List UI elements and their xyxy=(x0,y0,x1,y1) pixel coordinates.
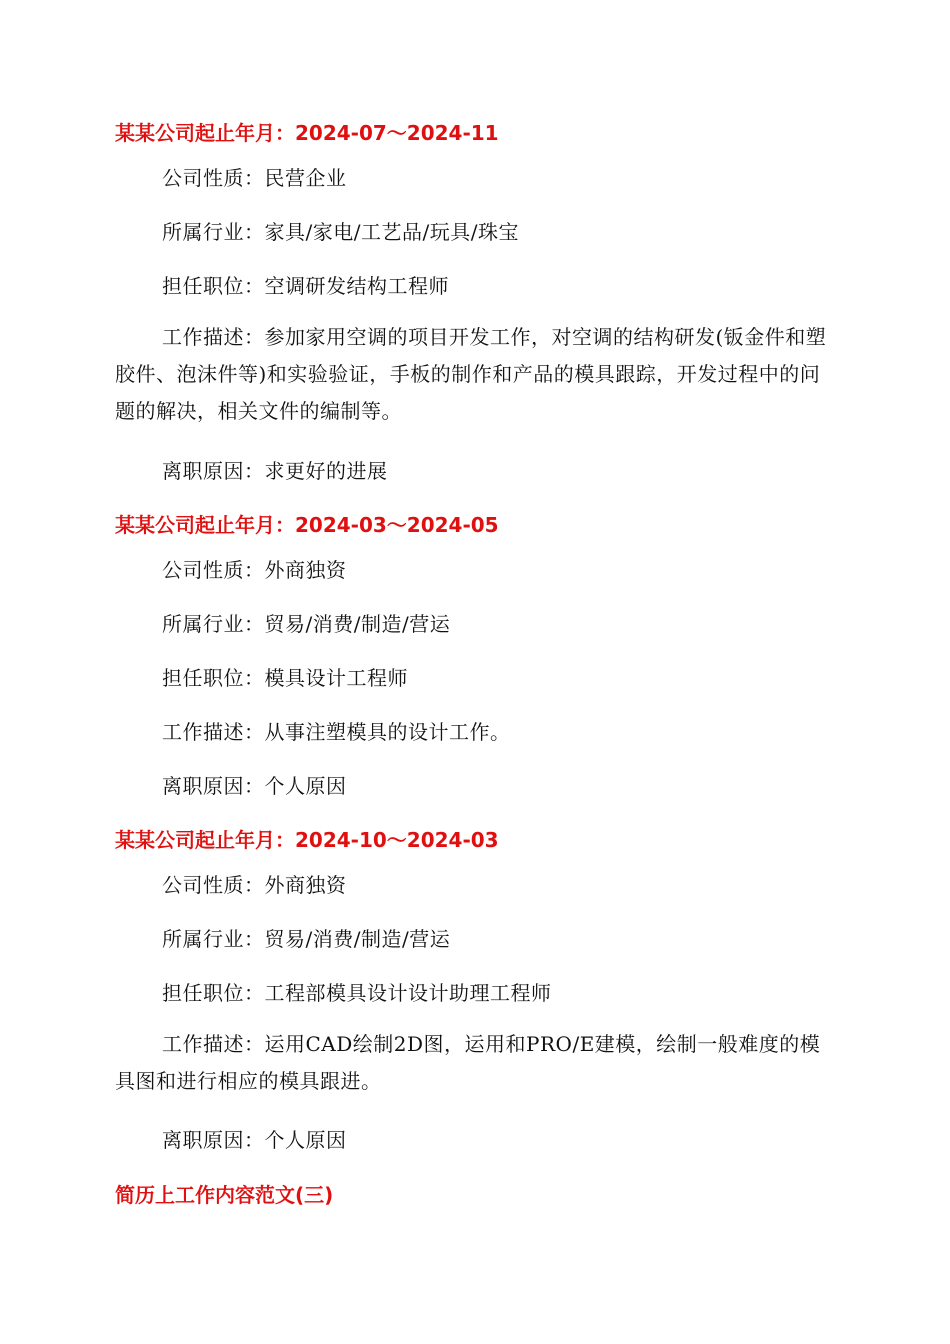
leave-reason: 离职原因：个人原因 xyxy=(162,1128,347,1152)
job-heading: 某某公司起止年月：2024-10～2024-03 xyxy=(115,828,499,852)
position: 担任职位：模具设计工程师 xyxy=(162,666,408,690)
leave-reason: 离职原因：求更好的进展 xyxy=(162,459,388,483)
job-heading: 某某公司起止年月：2024-07～2024-11 xyxy=(115,121,499,145)
industry: 所属行业：贸易/消费/制造/营运 xyxy=(162,612,451,636)
position: 担任职位：工程部模具设计设计助理工程师 xyxy=(162,981,552,1005)
job-description: 工作描述：参加家用空调的项目开发工作，对空调的结构研发(钣金件和塑胶件、泡沫件等)和实验验证，手板的制作和产品的模具跟踪，开发过程中的问题的解决，相关文件的编制等。 xyxy=(115,325,827,423)
job-heading: 某某公司起止年月：2024-03～2024-05 xyxy=(115,513,499,537)
leave-reason: 离职原因：个人原因 xyxy=(162,774,347,798)
industry: 所属行业：贸易/消费/制造/营运 xyxy=(162,927,451,951)
job-description: 工作描述：运用CAD绘制2D图，运用和PRO/E建模，绘制一般难度的模具图和进行相应的模具跟进。 xyxy=(115,1032,821,1093)
company-nature: 公司性质：外商独资 xyxy=(162,873,347,897)
job-description: 工作描述：从事注塑模具的设计工作。 xyxy=(162,720,511,744)
company-nature: 公司性质：外商独资 xyxy=(162,558,347,582)
position: 担任职位：空调研发结构工程师 xyxy=(162,274,449,298)
company-nature: 公司性质：民营企业 xyxy=(162,166,347,190)
section-title: 简历上工作内容范文(三) xyxy=(115,1183,334,1207)
industry: 所属行业：家具/家电/工艺品/玩具/珠宝 xyxy=(162,220,519,244)
